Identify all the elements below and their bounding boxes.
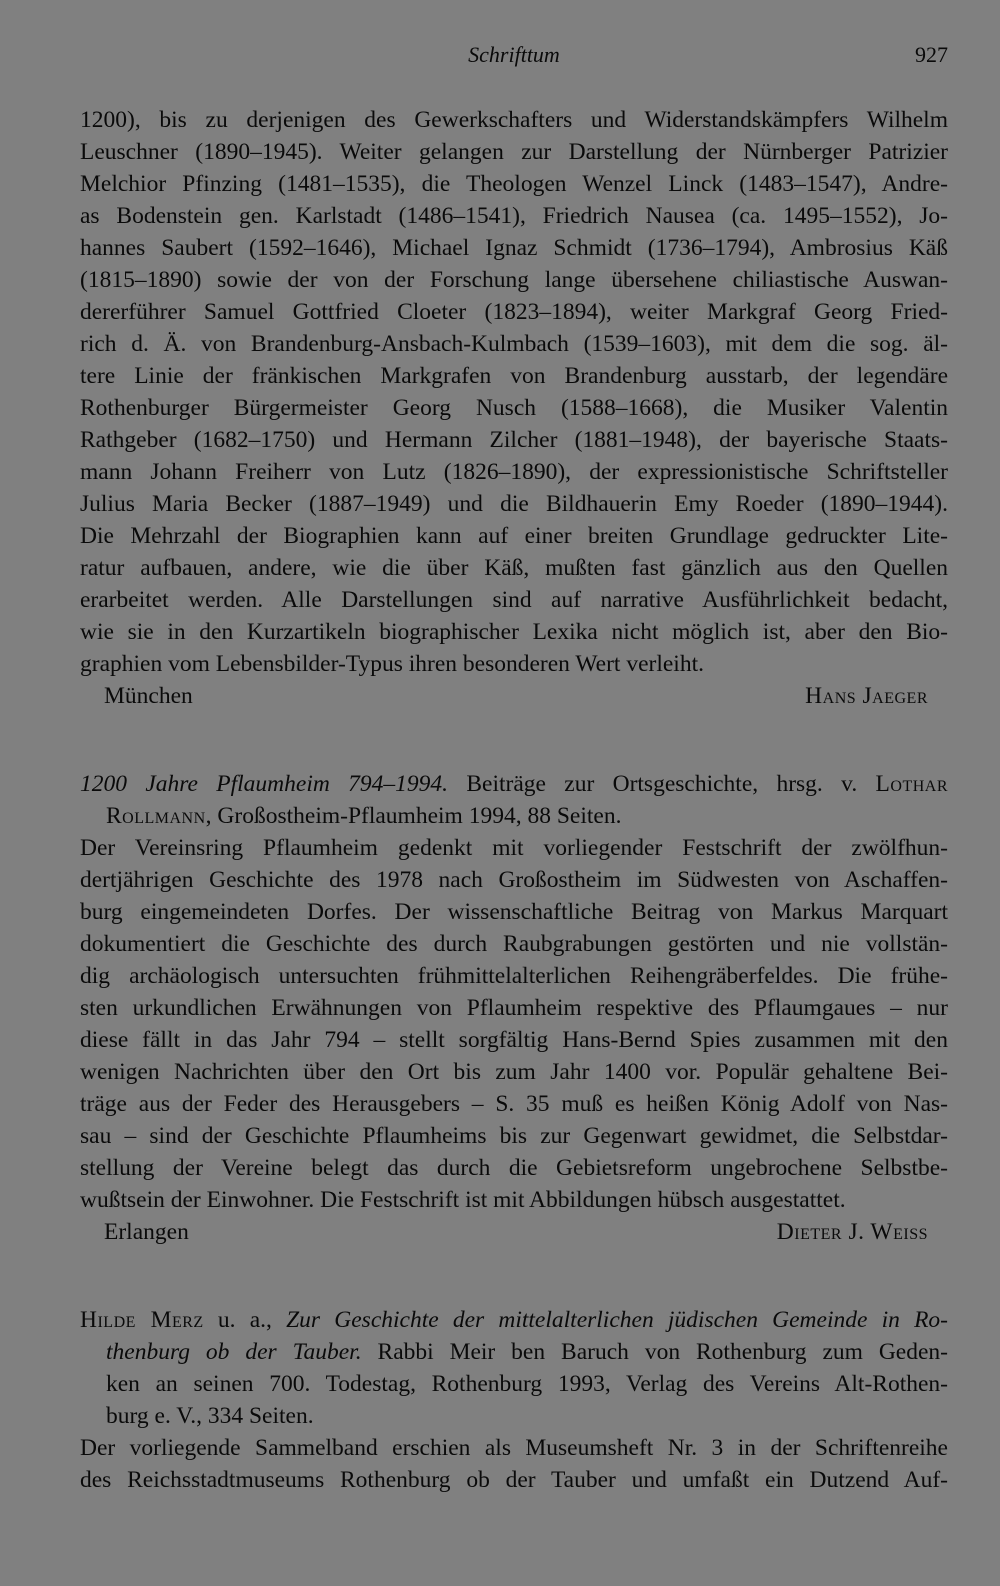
citation-text: , Großostheim-Pflaumheim 1994, 88 Seiten.	[205, 803, 622, 829]
review-2-line: träge aus der Feder des Herausgebers – S. 35 muß es heißen König Adolf von Nas-	[80, 1091, 948, 1117]
citation-editor: Rollmann	[106, 803, 206, 829]
review-1-line: ratur aufbauen, andere, wie die über Käß, mußten fast gänzlich aus den Quellen	[80, 555, 948, 581]
review-1-line: mann Johann Freiherr von Lutz (1826–1890), der expressionistische Schriftsteller	[80, 459, 948, 485]
review-2-line: Der Vereinsring Pflaumheim gedenkt mit vorliegender Festschrift der zwölfhun-	[80, 835, 948, 861]
review-1-signature	[104, 680, 928, 712]
review-1-line: rich d. Ä. von Brandenburg-Ansbach-Kulmbach (1539–1603), mit dem die sog. äl-	[80, 331, 948, 357]
review-1-line: graphien vom Lebensbilder-Typus ihren besonderen Wert verleiht.	[80, 651, 704, 677]
review-3-citation-line-1	[80, 1304, 948, 1336]
review-2-line: dokumentiert die Geschichte des durch Raubgrabungen gestörten und nie vollstän-	[80, 931, 948, 957]
review-1-line: 1200), bis zu derjenigen des Gewerkschafters und Widerstandskämpfers Wilhelm	[80, 107, 948, 133]
review-2-line: wenigen Nachrichten über den Ort bis zum Jahr 1400 vor. Populär gehaltene Bei-	[80, 1059, 948, 1085]
citation-text: u. a.,	[203, 1307, 287, 1333]
review-2-signature	[104, 1216, 928, 1248]
running-header	[80, 42, 948, 76]
page-number: 927	[915, 42, 948, 67]
citation-text: Rabbi Meir ben Baruch von Rothenburg zum Geden-	[361, 1339, 948, 1365]
citation-text: Beiträge zur Ortsgeschichte, hrsg. v.	[448, 771, 876, 797]
signature-author: Dieter J. Weiss	[776, 1219, 928, 1245]
review-1-line: as Bodenstein gen. Karlstadt (1486–1541), Friedrich Nausea (ca. 1495–1552), Jo-	[80, 203, 948, 229]
review-1-line: Die Mehrzahl der Biographien kann auf einer breiten Grundlage gedruckter Lite-	[80, 523, 948, 549]
review-1-line: Julius Maria Becker (1887–1949) und die Bildhauerin Emy Roeder (1890–1944).	[80, 491, 948, 517]
review-1-line: Leuschner (1890–1945). Weiter gelangen zur Darstellung der Nürnberger Patrizier	[80, 139, 948, 165]
review-1-line: erarbeitet werden. Alle Darstellungen sind auf narrative Ausführlichkeit bedacht,	[80, 587, 948, 613]
citation-title: 1200 Jahre Pflaumheim 794–1994.	[80, 771, 449, 797]
citation-title: Zur Geschichte der mittelalterlichen jüdischen Gemeinde in Ro-	[286, 1307, 949, 1333]
review-2-line: sten urkundlichen Erwähnungen von Pflaumheim respektive des Pflaumgaues – nur	[80, 995, 948, 1021]
review-1-line: Rathgeber (1682–1750) und Hermann Zilcher (1881–1948), der bayerische Staats-	[80, 427, 948, 453]
signature-place: München	[104, 683, 193, 709]
signature-author: Hans Jaeger	[805, 683, 928, 709]
review-1-line: wie sie in den Kurzartikeln biographischer Lexika nicht möglich ist, aber den Bio-	[80, 619, 948, 645]
review-2-line: stellung der Vereine belegt das durch die Gebietsreform ungebrochene Selbstbe-	[80, 1155, 948, 1181]
review-2-citation-line-1	[80, 768, 948, 800]
review-3-line: Der vorliegende Sammelband erschien als Museumsheft Nr. 3 in der Schriftenreihe	[80, 1435, 948, 1461]
review-2-line: wußtsein der Einwohner. Die Festschrift ist mit Abbildungen hübsch ausgestattet.	[80, 1187, 846, 1213]
review-1-line: tere Linie der fränkischen Markgrafen von Brandenburg ausstarb, der legendäre	[80, 363, 948, 389]
citation-title: thenburg ob der Tauber.	[106, 1339, 362, 1365]
review-2-line: diese fällt in das Jahr 794 – stellt sorgfältig Hans-Bernd Spies zusammen mit den	[80, 1027, 948, 1053]
review-1-line: Melchior Pfinzing (1481–1535), die Theologen Wenzel Linck (1483–1547), Andre-	[80, 171, 948, 197]
review-1-line: (1815–1890) sowie der von der Forschung lange übersehene chiliastische Auswan-	[80, 267, 948, 293]
review-2-citation-line-2	[106, 800, 948, 832]
running-title: Schrifttum	[468, 42, 560, 67]
review-3-citation-line-2	[106, 1336, 948, 1368]
review-1-line: hannes Saubert (1592–1646), Michael Ignaz Schmidt (1736–1794), Ambrosius Käß	[80, 235, 948, 261]
review-1-line: dererführer Samuel Gottfried Cloeter (1823–1894), weiter Markgraf Georg Fried-	[80, 299, 948, 325]
citation-editor: Lothar	[875, 771, 949, 797]
review-2-line: dertjährigen Geschichte des 1978 nach Großostheim im Südwesten von Aschaffen-	[80, 867, 948, 893]
review-2-line: dig archäologisch untersuchten frühmittelalterlichen Reihengräberfeldes. Die frühe-	[80, 963, 948, 989]
citation-author: Hilde Merz	[80, 1307, 204, 1333]
review-3-line: des Reichsstadtmuseums Rothenburg ob der Tauber und umfaßt ein Dutzend Auf-	[80, 1467, 948, 1493]
review-3-citation-line-4: burg e. V., 334 Seiten.	[106, 1403, 314, 1429]
review-1-line: Rothenburger Bürgermeister Georg Nusch (1588–1668), die Musiker Valentin	[80, 395, 948, 421]
review-2-line: sau – sind der Geschichte Pflaumheims bis zur Gegenwart gewidmet, die Selbstdar-	[80, 1123, 948, 1149]
review-2-line: burg eingemeindeten Dorfes. Der wissenschaftliche Beitrag von Markus Marquart	[80, 899, 948, 925]
signature-place: Erlangen	[104, 1219, 189, 1245]
review-3-citation-line-3: ken an seinen 700. Todestag, Rothenburg 1993, Verlag des Vereins Alt-Rothen-	[106, 1371, 948, 1397]
